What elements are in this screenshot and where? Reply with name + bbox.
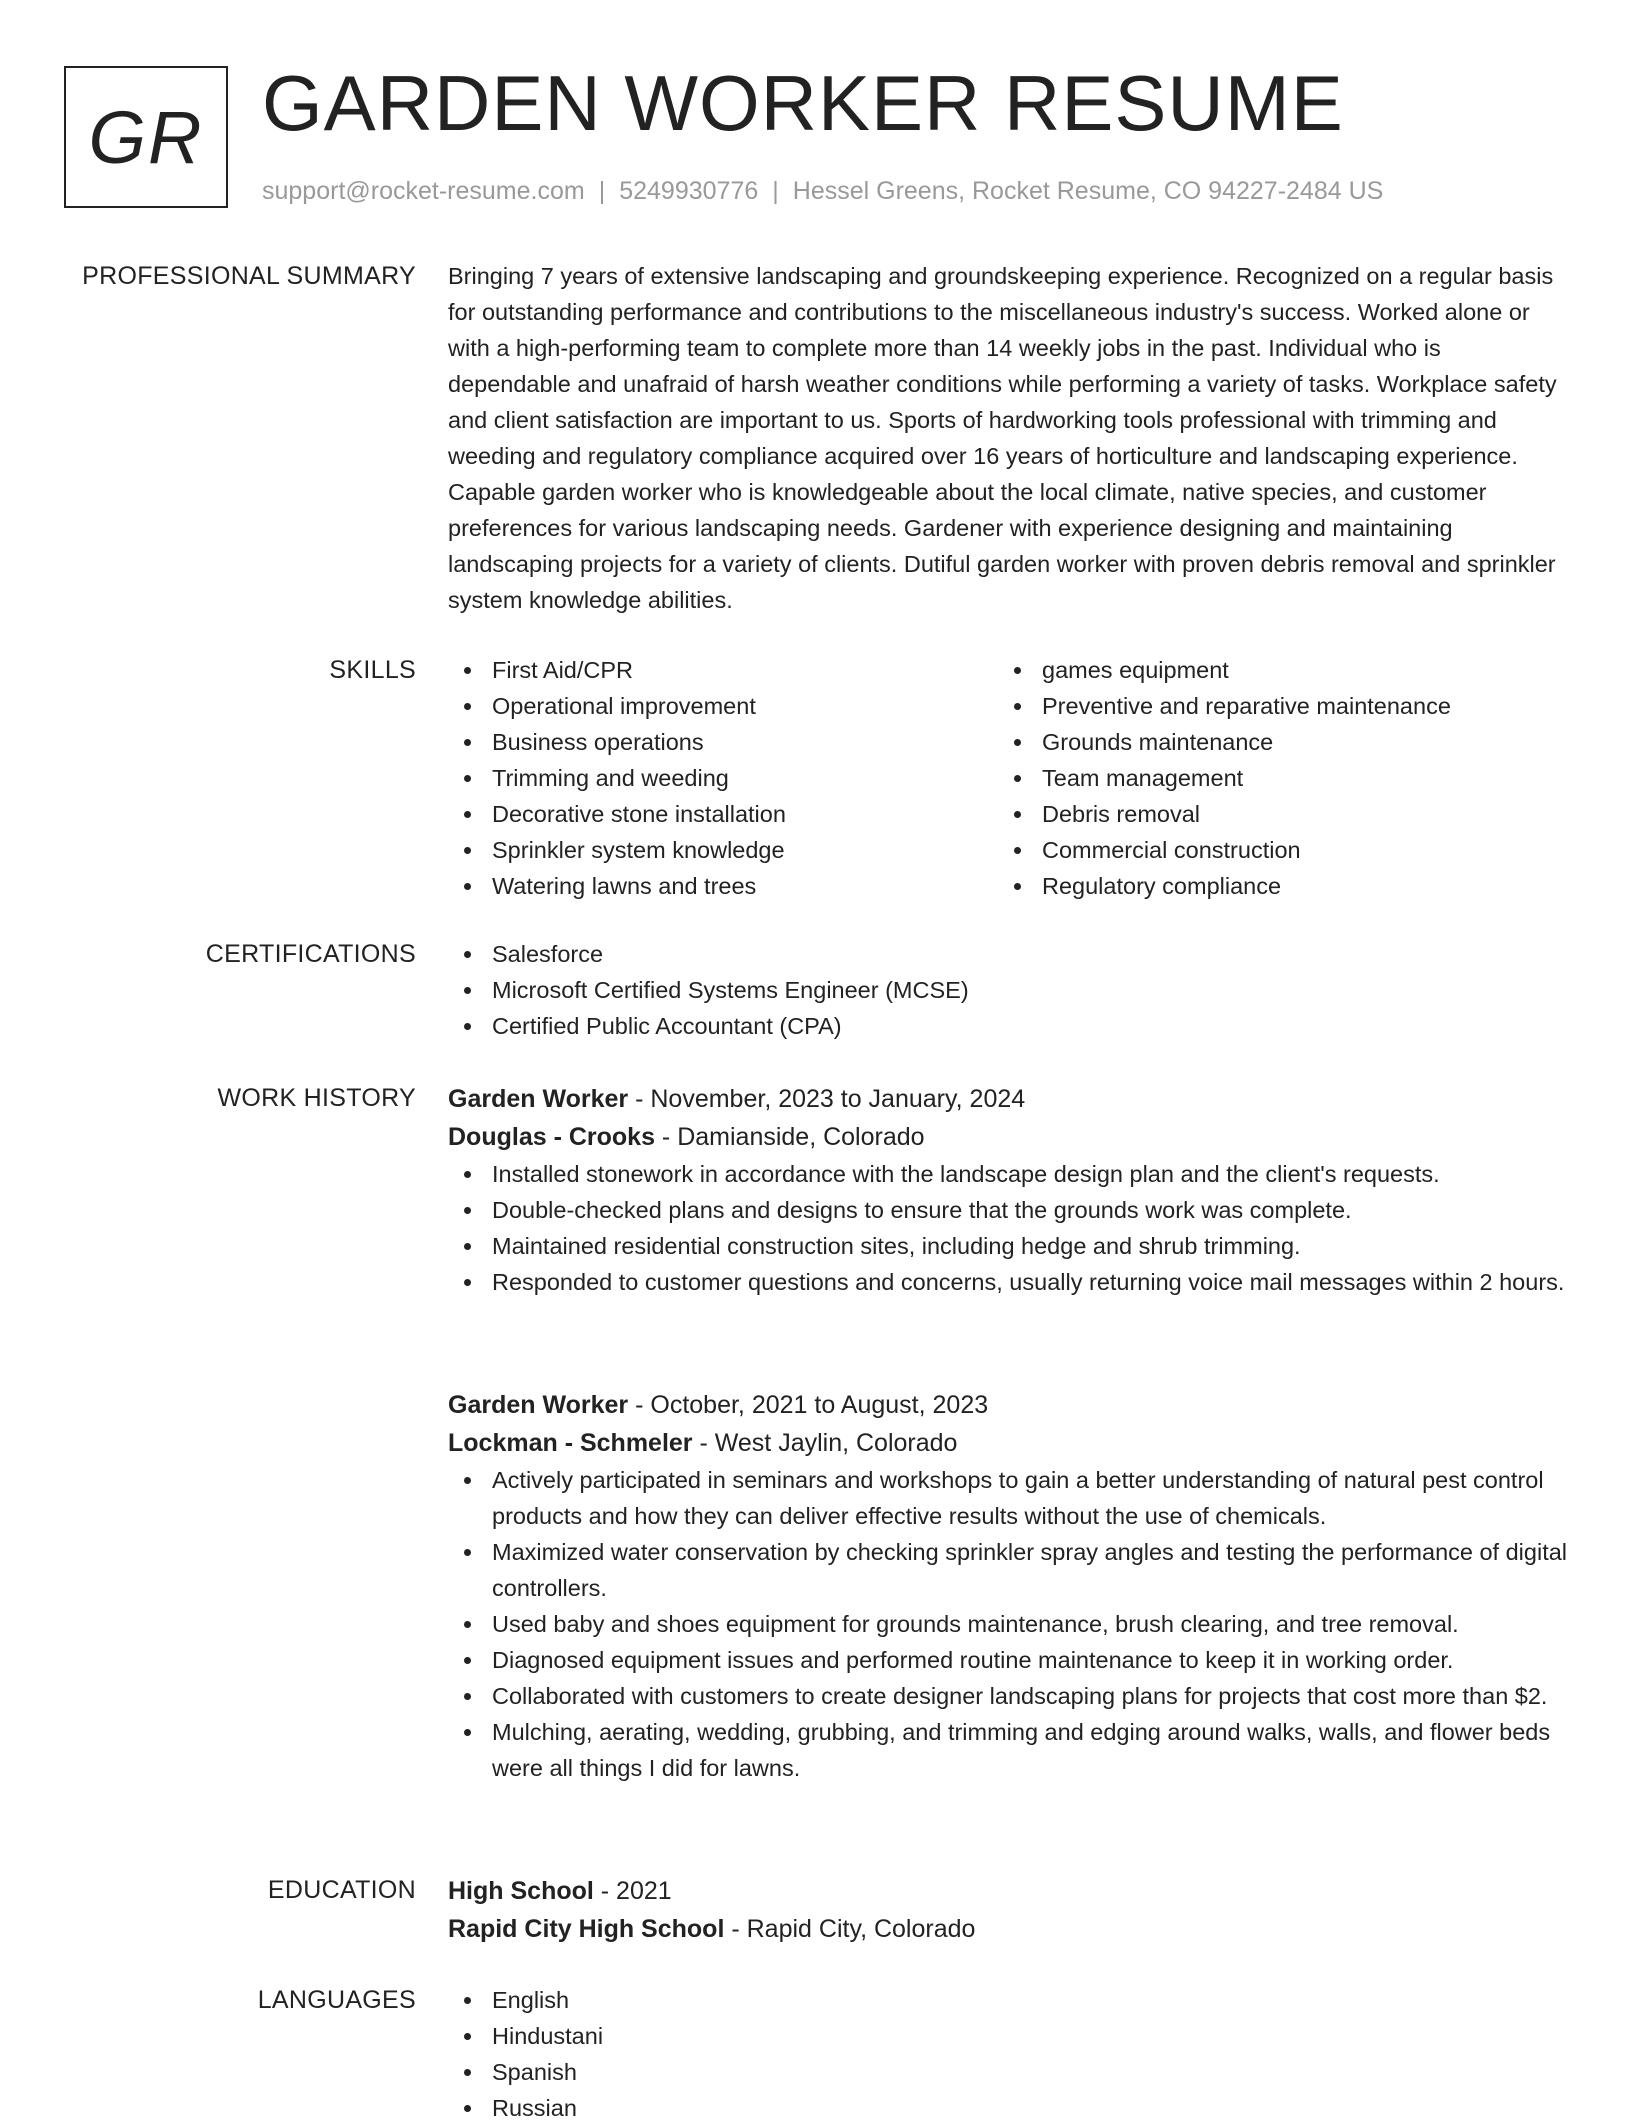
skill-item: Preventive and reparative maintenance [998, 688, 1548, 724]
skills-column-left [448, 652, 998, 904]
job-entry [448, 1386, 1568, 1786]
job-bullet: Double-checked plans and designs to ensure that the grounds work was complete. [448, 1192, 1568, 1228]
job-bullet: Used baby and shoes equipment for grounds maintenance, brush clearing, and tree removal. [448, 1606, 1568, 1642]
skill-item: Trimming and weeding [448, 760, 998, 796]
job-entry [448, 1080, 1568, 1300]
skill-item: Grounds maintenance [998, 724, 1548, 760]
skill-item: Debris removal [998, 796, 1548, 832]
job-bullet: Actively participated in seminars and workshops to gain a better understanding of natural pest control products and how they can deliver effective results without the use of chemicals. [448, 1462, 1568, 1534]
work-history-body [448, 1080, 1568, 1781]
language-item: Spanish [448, 2054, 1568, 2090]
education-school-line [448, 1910, 1568, 1948]
job-bullet: Collaborated with customers to create designer landscaping plans for projects that cost more than $2. [448, 1678, 1568, 1714]
education-degree: High School [448, 1877, 594, 1905]
job-company-line [448, 1118, 1568, 1156]
contact-email[interactable]: support@rocket-resume.com [262, 177, 585, 205]
job-dates: - November, 2023 to January, 2024 [628, 1085, 1026, 1113]
job-title-line [448, 1386, 1568, 1424]
contact-separator: | [772, 177, 779, 205]
education-degree-line [448, 1872, 1568, 1910]
monogram-box [64, 66, 228, 208]
job-company-line [448, 1424, 1568, 1462]
job-company: Lockman - Schmeler [448, 1429, 693, 1457]
education-year: - 2021 [593, 1877, 672, 1905]
section-label-education: EDUCATION [267, 1876, 416, 1904]
job-bullets [448, 1462, 1568, 1786]
summary-body [448, 258, 1568, 618]
skill-item: Sprinkler system knowledge [448, 832, 998, 868]
section-label-skills: SKILLS [329, 656, 416, 684]
skill-item: Operational improvement [448, 688, 998, 724]
skill-item: Decorative stone installation [448, 796, 998, 832]
skill-item: Commercial construction [998, 832, 1548, 868]
skill-item: Regulatory compliance [998, 868, 1548, 904]
job-company: Douglas - Crooks [448, 1123, 655, 1151]
section-label-work-history: WORK HISTORY [217, 1084, 416, 1112]
skill-item: games equipment [998, 652, 1548, 688]
job-bullet: Diagnosed equipment issues and performed routine maintenance to keep it in working order. [448, 1642, 1568, 1678]
job-dates: - October, 2021 to August, 2023 [628, 1391, 989, 1419]
section-label-certifications: CERTIFICATIONS [205, 940, 416, 968]
certification-item: Salesforce [448, 936, 1568, 972]
skill-item: Team management [998, 760, 1548, 796]
skills-column-right [998, 652, 1548, 904]
job-bullet: Maximized water conservation by checking sprinkler spray angles and testing the performance of digital controllers. [448, 1534, 1568, 1606]
job-bullet: Installed stonework in accordance with the landscape design plan and the client's requests. [448, 1156, 1568, 1192]
skills-grid [448, 652, 1568, 904]
skill-item: First Aid/CPR [448, 652, 998, 688]
job-location: - West Jaylin, Colorado [692, 1429, 958, 1457]
language-item: English [448, 1982, 1568, 2018]
monogram-initials: GR [88, 95, 204, 179]
contact-address: Hessel Greens, Rocket Resume, CO 94227-2484 US [792, 177, 1384, 205]
section-label-summary: PROFESSIONAL SUMMARY [82, 262, 416, 290]
skills-body [448, 652, 1568, 904]
job-bullet: Responded to customer questions and concerns, usually returning voice mail messages within 2 hours. [448, 1264, 1568, 1300]
job-title-line [448, 1080, 1568, 1118]
contact-line [262, 176, 1383, 206]
job-bullet: Mulching, aerating, wedding, grubbing, and trimming and edging around walks, walls, and flower beds were all things I did for lawns. [448, 1714, 1568, 1786]
skill-item: Business operations [448, 724, 998, 760]
section-label-languages: LANGUAGES [257, 1986, 416, 2014]
certification-item: Microsoft Certified Systems Engineer (MCSE) [448, 972, 1568, 1008]
languages-body [448, 1982, 1568, 2126]
certification-item: Certified Public Accountant (CPA) [448, 1008, 1568, 1044]
certifications-list [448, 936, 1568, 1044]
job-title: Garden Worker [448, 1085, 629, 1113]
language-item: Russian [448, 2090, 1568, 2126]
languages-list [448, 1982, 1568, 2126]
job-bullet: Maintained residential construction sites, including hedge and shrub trimming. [448, 1228, 1568, 1264]
education-school: Rapid City High School [448, 1915, 725, 1943]
skills-list-right [998, 652, 1548, 904]
language-item: Hindustani [448, 2018, 1568, 2054]
skills-list-left [448, 652, 998, 904]
contact-separator: | [598, 177, 606, 205]
skill-item: Watering lawns and trees [448, 868, 998, 904]
education-location: - Rapid City, Colorado [724, 1915, 976, 1943]
education-body [448, 1872, 1568, 1948]
job-title: Garden Worker [448, 1391, 629, 1419]
contact-phone[interactable]: 5249930776 [619, 177, 759, 205]
job-location: - Damianside, Colorado [654, 1123, 925, 1151]
job-bullets [448, 1156, 1568, 1300]
certifications-body [448, 936, 1568, 1044]
summary-text: Bringing 7 years of extensive landscaping and groundskeeping experience. Recognized on a regular basis for outstanding performance and contributions to the miscellaneous industry's success. Worked alone or with a high-performing team to complete more than 14 weekly jobs in the past. Individual who is dependable and unafraid of harsh weather conditions while performing a variety of tasks. Workplace safety and client satisfaction are important to us. Sports of hardworking tools professional with trimming and weeding and regulatory compliance acquired over 16 years of horticulture and landscaping experience. Capable garden worker who is knowledgeable about the local climate, native species, and customer preferences for various landscaping needs. Gardener with experience designing and maintaining landscaping projects for a variety of clients. Dutiful garden worker with proven debris removal and sprinkler system knowledge abilities. [448, 263, 1557, 613]
resume-title: GARDEN WORKER RESUME [262, 59, 1344, 147]
